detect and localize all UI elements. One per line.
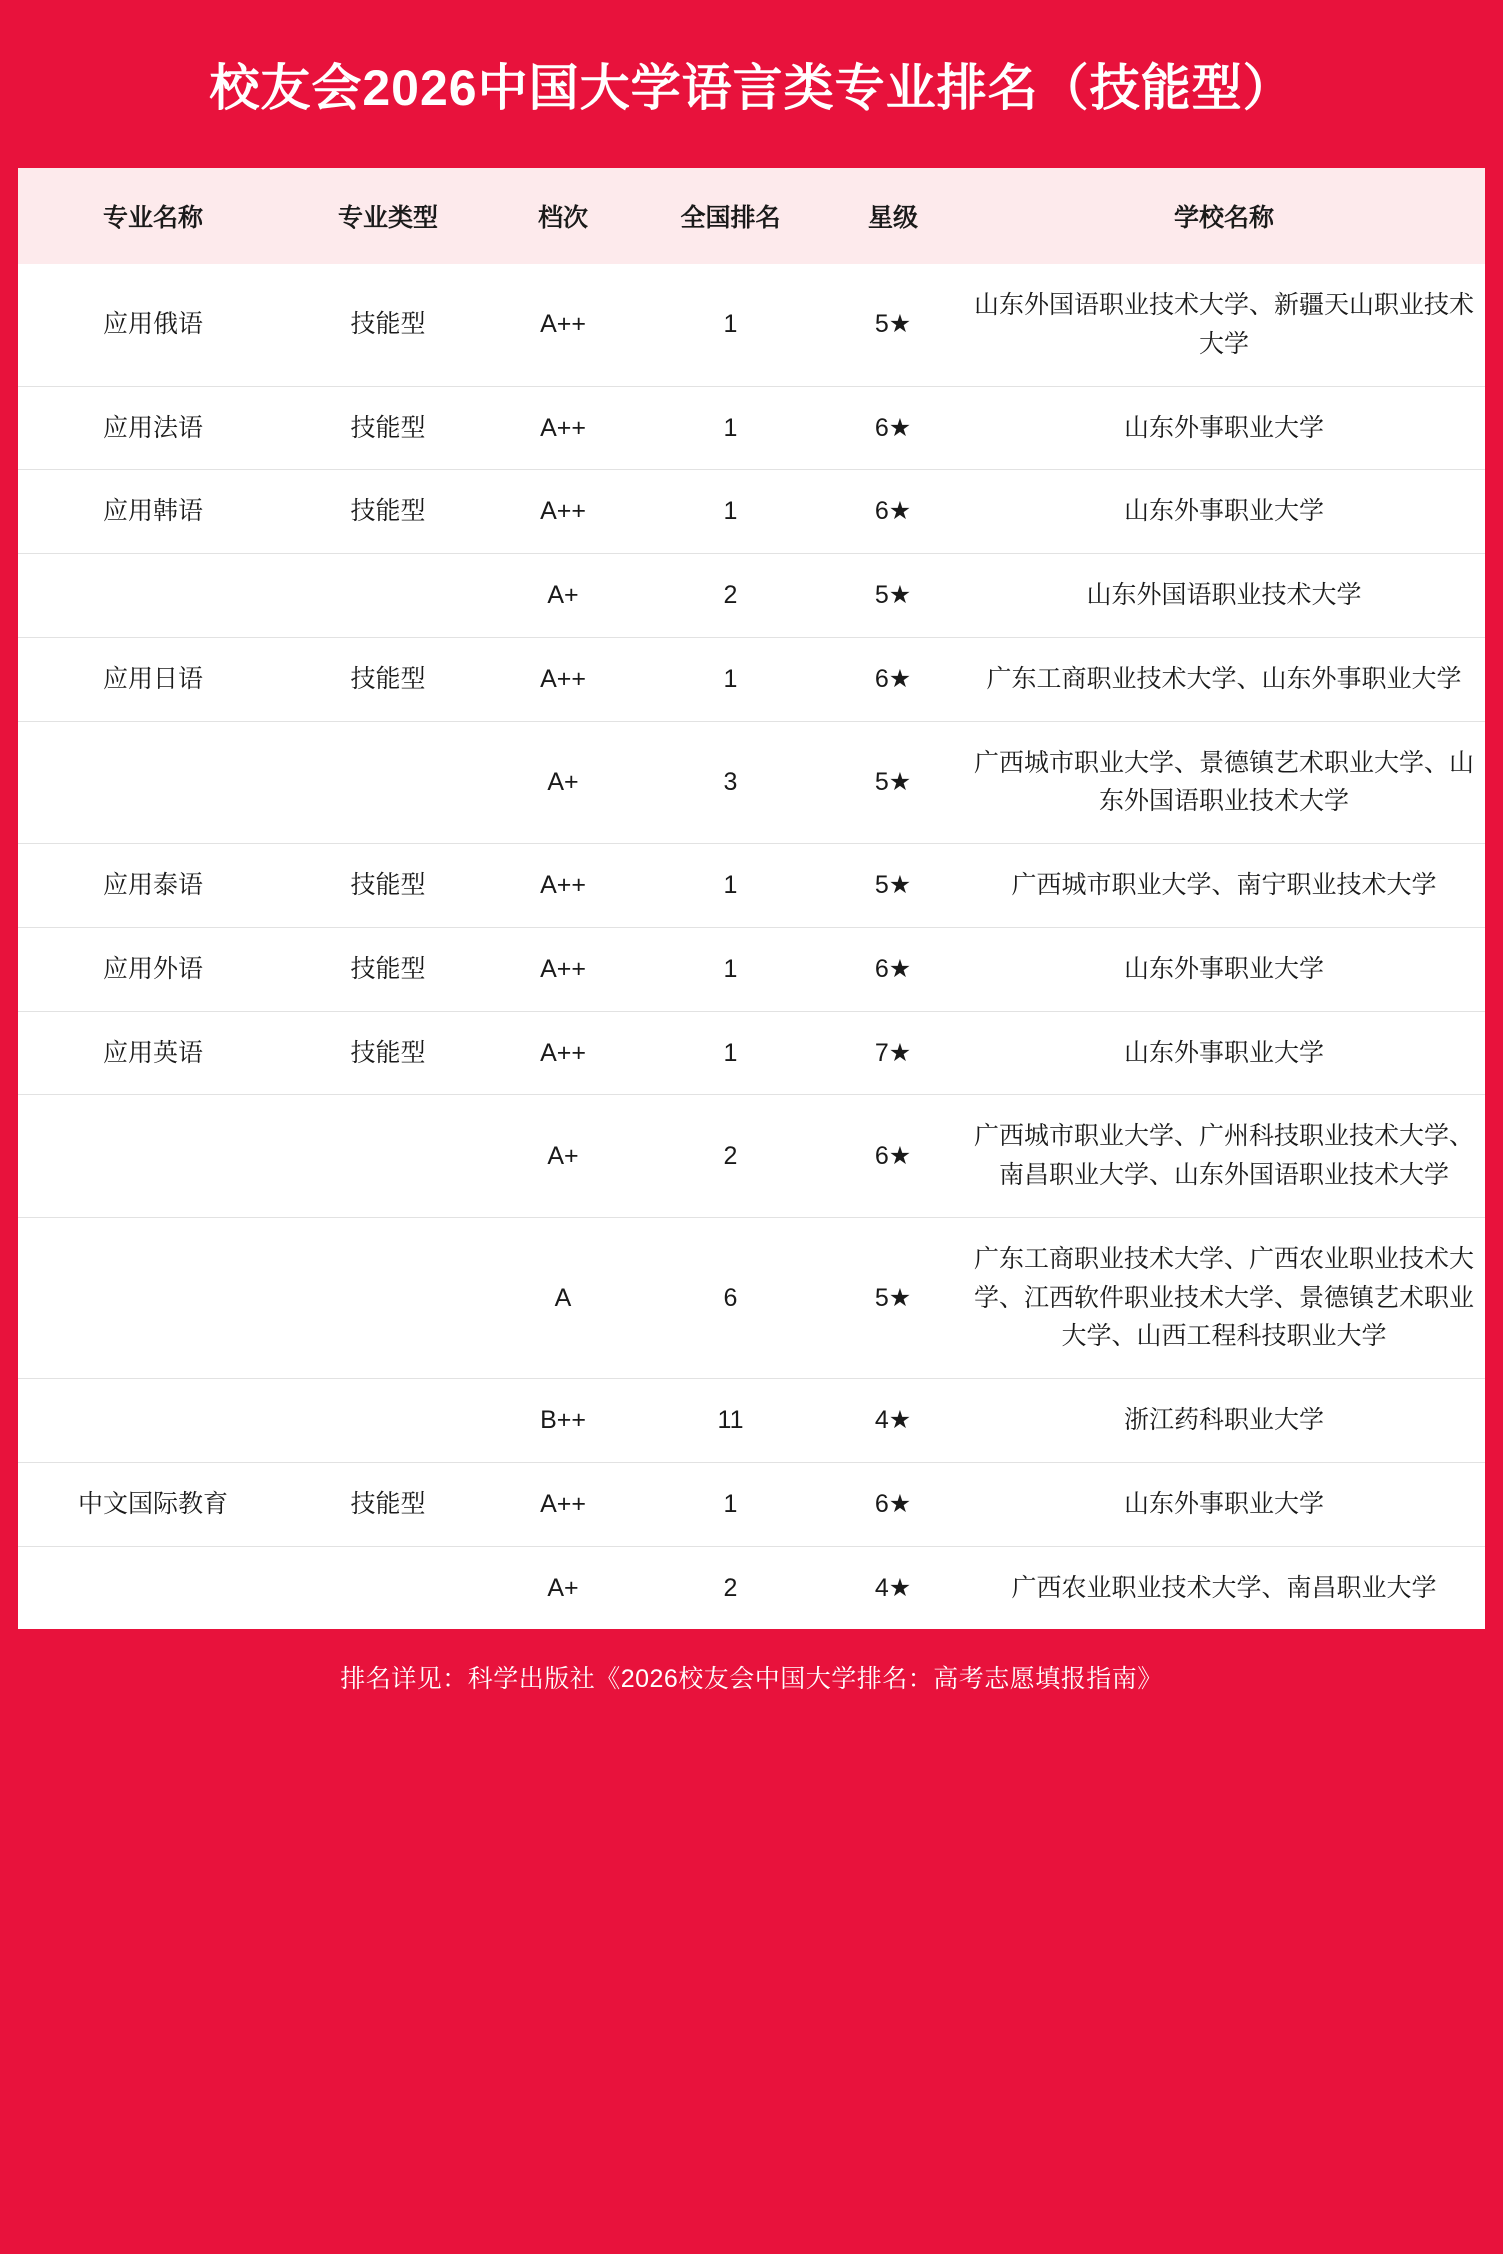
cell-tier: A++: [488, 1462, 638, 1546]
cell-star: 5★: [823, 844, 963, 928]
cell-tier: A: [488, 1217, 638, 1378]
cell-type: 技能型: [288, 844, 488, 928]
cell-major: [18, 1546, 288, 1629]
cell-school: 山东外国语职业技术大学、新疆天山职业技术大学: [973, 291, 1474, 358]
cell-type: [288, 1379, 488, 1463]
cell-major: 应用泰语: [18, 844, 288, 928]
cell-school: 广西城市职业大学、景德镇艺术职业大学、山东外国语职业技术大学: [963, 721, 1485, 844]
cell-major: [18, 1217, 288, 1378]
ranking-table: [18, 168, 1485, 1629]
table-header: [18, 168, 1485, 264]
cell-tier: A++: [488, 470, 638, 554]
table-row: [18, 1546, 1485, 1629]
cell-star: 5★: [823, 721, 963, 844]
cell-tier: A++: [488, 844, 638, 928]
column-header-type: 专业类型: [288, 168, 488, 264]
cell-type: [288, 554, 488, 638]
cell-type: 技能型: [288, 386, 488, 470]
cell-major: 中文国际教育: [18, 1462, 288, 1546]
page-title: 校友会2026中国大学语言类专业排名（技能型）: [209, 60, 1294, 116]
cell-star: 4★: [823, 1379, 963, 1463]
cell-school: 广西城市职业大学、南宁职业技术大学: [963, 844, 1485, 928]
cell-type: 技能型: [288, 1011, 488, 1095]
cell-tier: A+: [488, 721, 638, 844]
cell-school: 广东工商职业技术大学、山东外事职业大学: [963, 637, 1485, 721]
table-row: [18, 1095, 1485, 1218]
cell-star: 6★: [823, 1095, 963, 1218]
table-row: [18, 264, 1485, 386]
cell-school: 山东外事职业大学: [963, 1011, 1485, 1095]
column-header-tier: 档次: [488, 168, 638, 264]
cell-star: 6★: [823, 470, 963, 554]
cell-type: [288, 1095, 488, 1218]
cell-rank: 1: [638, 927, 823, 1011]
cell-major: 应用外语: [18, 927, 288, 1011]
cell-school: 广西城市职业大学、广州科技职业技术大学、南昌职业大学、山东外国语职业技术大学: [963, 1095, 1485, 1218]
cell-type: [288, 1546, 488, 1629]
cell-major: [18, 1379, 288, 1463]
cell-school: 山东外事职业大学: [963, 386, 1485, 470]
table-row: [18, 1462, 1485, 1546]
table-row: [18, 1011, 1485, 1095]
cell-tier: A+: [488, 1095, 638, 1218]
cell-type: [288, 721, 488, 844]
table-row: [18, 554, 1485, 638]
cell-star: 6★: [823, 637, 963, 721]
cell-rank: 2: [638, 1546, 823, 1629]
cell-major: [18, 554, 288, 638]
cell-star: 5★: [874, 310, 912, 339]
cell-star: 5★: [823, 1217, 963, 1378]
cell-star: 6★: [823, 1462, 963, 1546]
cell-rank: 11: [638, 1379, 823, 1463]
cell-school: 山东外事职业大学: [963, 927, 1485, 1011]
cell-tier: A+: [488, 554, 638, 638]
cell-rank: 1: [638, 470, 823, 554]
table-row: [18, 721, 1485, 844]
column-header-rank: 全国排名: [638, 168, 823, 264]
table-row: [18, 927, 1485, 1011]
column-header-major: 专业名称: [18, 168, 288, 264]
cell-school: 山东外国语职业技术大学: [963, 554, 1485, 638]
cell-rank: 1: [723, 310, 738, 339]
cell-major: 应用韩语: [18, 470, 288, 554]
cell-major: 应用日语: [18, 637, 288, 721]
footer-note: 排名详见：科学出版社《2026校友会中国大学排名：高考志愿填报指南》: [340, 1665, 1163, 1694]
column-header-school: 学校名称: [963, 168, 1485, 264]
cell-school: 山东外事职业大学: [963, 470, 1485, 554]
cell-major: 应用法语: [18, 386, 288, 470]
cell-star: 7★: [823, 1011, 963, 1095]
page-header: [18, 0, 1485, 168]
table-row: [18, 1217, 1485, 1378]
cell-rank: 1: [638, 1011, 823, 1095]
ranking-table-container: [18, 168, 1485, 1629]
cell-tier: A++: [540, 310, 586, 339]
cell-tier: A++: [488, 1011, 638, 1095]
cell-star: 5★: [823, 554, 963, 638]
table-row: [18, 637, 1485, 721]
table-row: [18, 386, 1485, 470]
cell-rank: 1: [638, 844, 823, 928]
column-header-star: 星级: [823, 168, 963, 264]
cell-major: 应用俄语: [102, 310, 203, 339]
cell-tier: A++: [488, 386, 638, 470]
cell-type: 技能型: [288, 470, 488, 554]
cell-rank: 6: [638, 1217, 823, 1378]
page-footer: [18, 1629, 1485, 1725]
cell-star: 6★: [823, 386, 963, 470]
cell-tier: A+: [488, 1546, 638, 1629]
cell-major: [18, 1095, 288, 1218]
cell-type: 技能型: [288, 1462, 488, 1546]
cell-rank: 3: [638, 721, 823, 844]
cell-rank: 1: [638, 637, 823, 721]
table-row: [18, 470, 1485, 554]
cell-tier: B++: [488, 1379, 638, 1463]
cell-type: 技能型: [288, 927, 488, 1011]
table-row: [18, 844, 1485, 928]
cell-school: 广东工商职业技术大学、广西农业职业技术大学、江西软件职业技术大学、景德镇艺术职业大学、山西工程科技职业大学: [963, 1217, 1485, 1378]
cell-tier: A++: [488, 927, 638, 1011]
cell-type: 技能型: [350, 310, 426, 339]
table-body: [18, 264, 1485, 1629]
table-header-row: [18, 168, 1485, 264]
cell-tier: A++: [488, 637, 638, 721]
cell-rank: 1: [638, 386, 823, 470]
cell-school: 广西农业职业技术大学、南昌职业大学: [963, 1546, 1485, 1629]
cell-rank: 2: [638, 1095, 823, 1218]
table-row: [18, 1379, 1485, 1463]
cell-school: 浙江药科职业大学: [963, 1379, 1485, 1463]
cell-major: 应用英语: [18, 1011, 288, 1095]
cell-school: 山东外事职业大学: [963, 1462, 1485, 1546]
cell-major: [18, 721, 288, 844]
cell-rank: 1: [638, 1462, 823, 1546]
cell-star: 4★: [823, 1546, 963, 1629]
cell-type: [288, 1217, 488, 1378]
cell-rank: 2: [638, 554, 823, 638]
cell-type: 技能型: [288, 637, 488, 721]
cell-star: 6★: [823, 927, 963, 1011]
